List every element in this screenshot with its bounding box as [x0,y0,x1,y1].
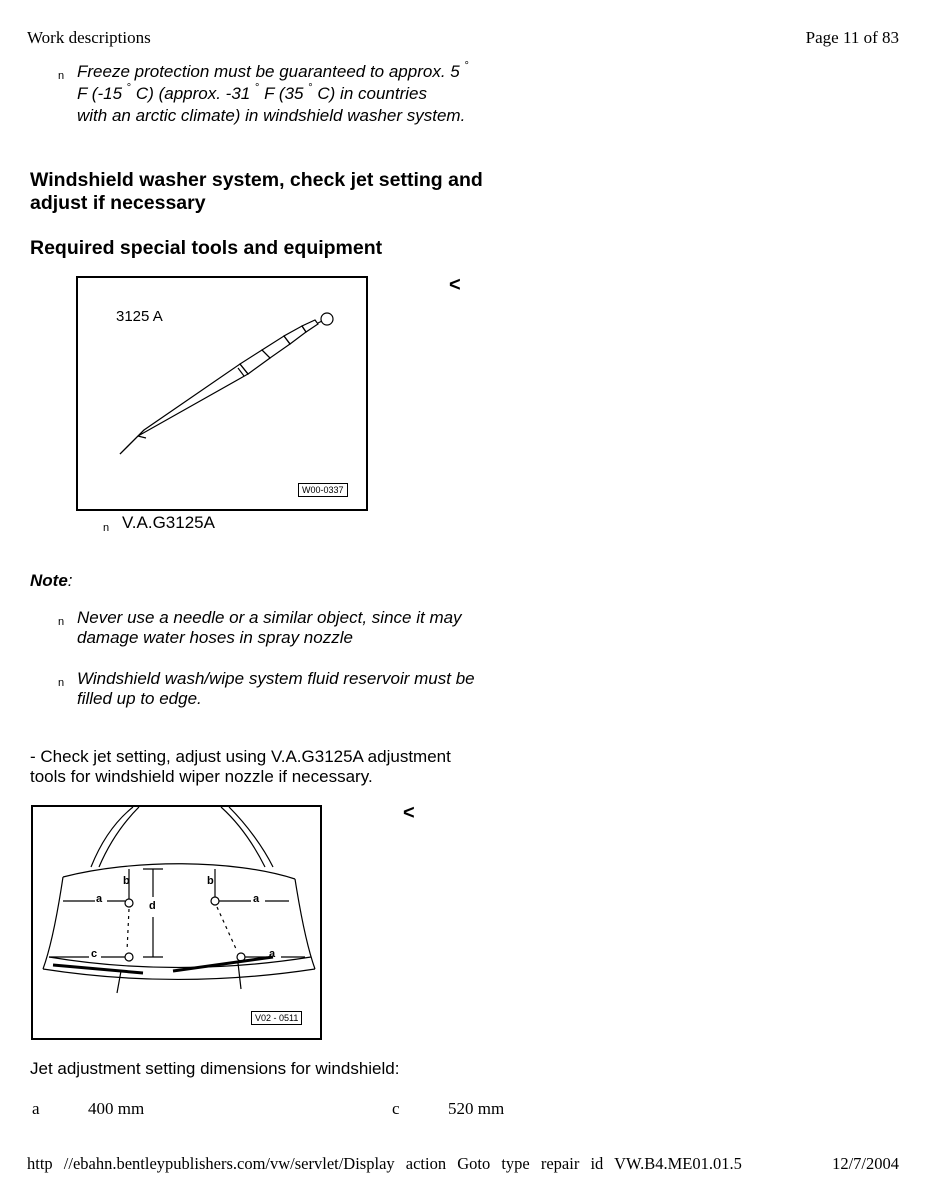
procedure-step-line-1: - Check jet setting, adjust using V.A.G3125A adjustment [30,747,451,766]
dimension-key: c [392,1099,400,1118]
page-number: Page 11 of 83 [805,28,899,47]
dimension-value: 520 mm [448,1099,505,1118]
degree-symbol: ° [254,82,260,94]
freeze-line-3: with an arctic climate) in windshield washer system. [77,106,466,125]
windshield-diagram [31,805,322,1040]
tool-label: 3125 A [116,308,163,325]
bullet-marker: n [58,70,65,82]
section-heading [30,169,550,215]
freeze-line-2b: C) (approx. -31 [135,84,251,103]
bullet-marker: n [58,677,65,689]
footer-url: http //ebahn.bentleypublishers.com/vw/servlet/Display action Goto type repair id VW.B4.ME01.01.5 [27,1154,742,1173]
probe-tool-drawing [78,278,366,509]
freeze-line-1: Freeze protection must be guaranteed to approx. 5 [77,62,460,81]
bullet-marker: n [103,522,110,534]
freeze-line-2a: F (-15 [77,84,123,103]
dimension-label-d: d [149,900,156,912]
page-header-title: Work descriptions [27,28,151,47]
note-colon: : [67,571,73,590]
windshield-drawing [33,807,320,1038]
dimension-label-a: a [269,948,276,960]
dimension-value: 400 mm [88,1099,145,1118]
note-label-text: Note [30,571,68,590]
tool-illustration [76,276,368,511]
dimension-label-c: c [91,948,98,960]
note-label [30,571,73,591]
dimension-label-b: b [207,875,214,887]
note-item-line-1: Never use a needle or a similar object, since it may [77,608,462,627]
figure-reference: W00-0337 [298,483,348,497]
procedure-step [30,747,510,787]
freeze-protection-text [77,62,527,126]
note-item-line-2: filled up to edge. [77,689,202,708]
note-item [77,669,527,709]
figure-pointer-arrow-icon: < [449,274,461,296]
procedure-step-line-2: tools for windshield wiper nozzle if necessary. [30,767,373,786]
tool-name: V.A.G3125A [122,513,215,532]
figure-pointer-arrow-icon: < [403,802,415,824]
freeze-line-2c: F (35 [264,84,304,103]
degree-symbol: ° [464,60,469,72]
note-item-line-1: Windshield wash/wipe system fluid reservoir must be [77,669,475,688]
degree-symbol: ° [126,82,132,94]
freeze-line-2d: C) in countries [317,84,427,103]
note-item-line-2: damage water hoses in spray nozzle [77,628,353,647]
degree-symbol: ° [308,82,313,94]
dimension-label-a: a [253,893,260,905]
footer-date: 12/7/2004 [832,1154,899,1173]
bullet-marker: n [58,616,65,628]
tools-heading: Required special tools and equipment [30,237,383,259]
figure-reference: V02 - 0511 [251,1011,302,1025]
dimension-label-b: b [123,875,130,887]
dimension-label-a: a [96,893,103,905]
section-heading-line-2: adjust if necessary [30,192,206,214]
section-heading-line-1: Windshield washer system, check jet setting and [30,169,483,191]
dimensions-title: Jet adjustment setting dimensions for windshield: [30,1059,400,1078]
note-item [77,608,527,648]
dimension-key: a [32,1099,40,1118]
